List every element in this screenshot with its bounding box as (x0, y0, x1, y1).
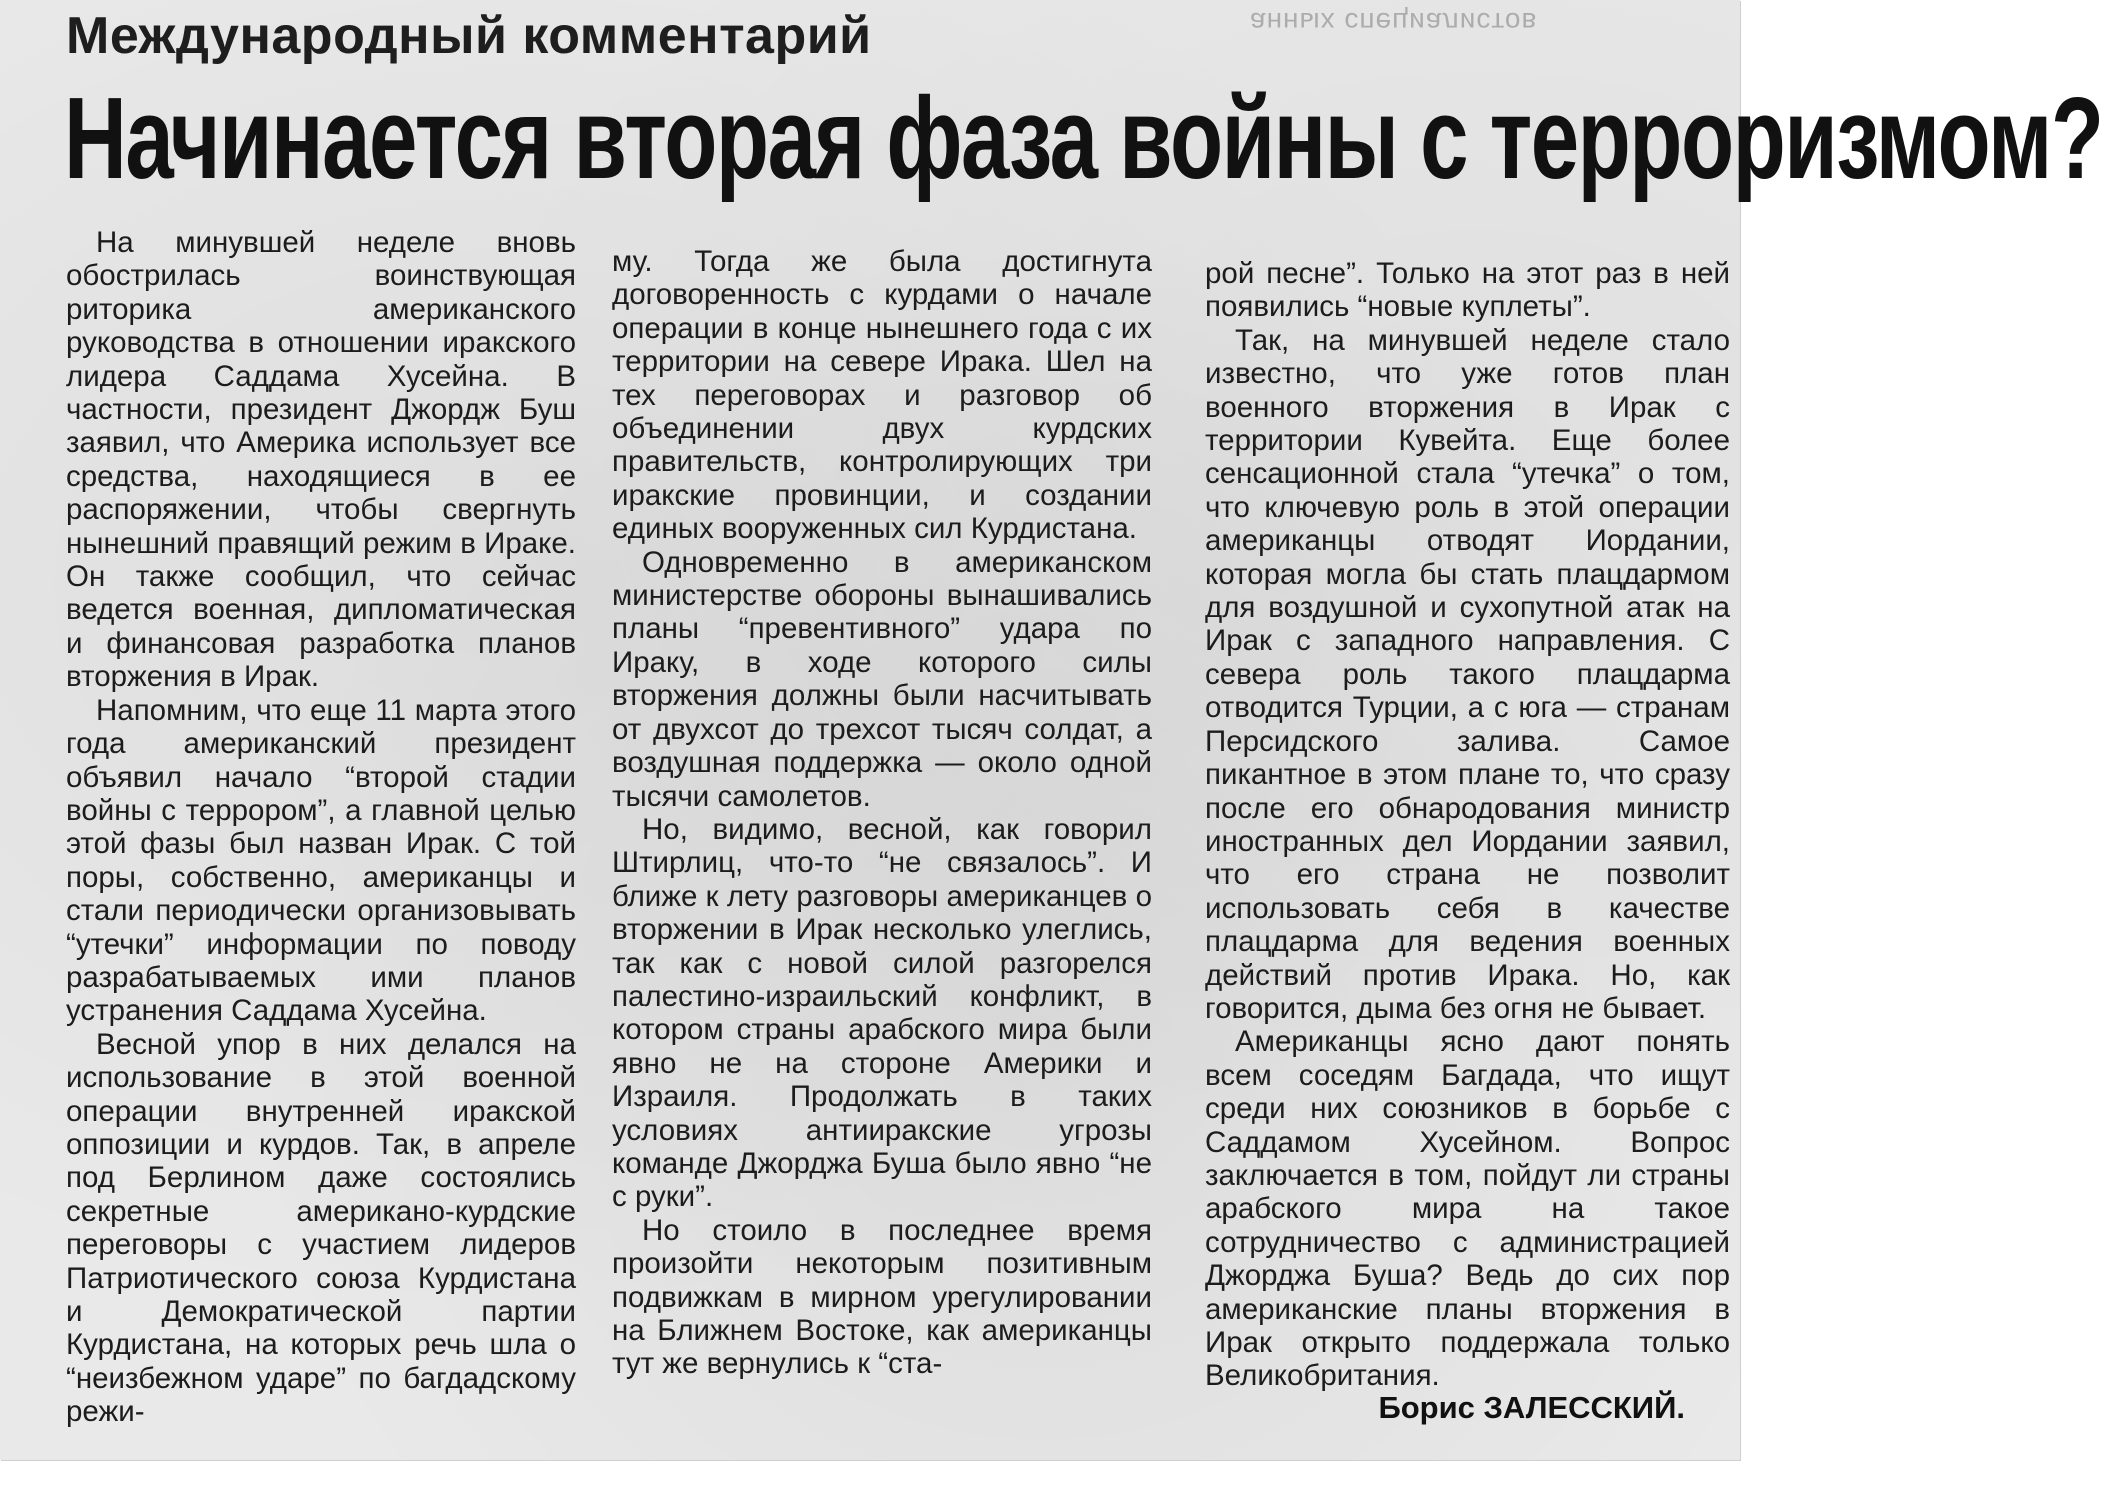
article-column-3 (1205, 257, 1730, 1393)
paragraph: Но стоило в последнее время произойти некоторым позитивным подвижкам в мирном урегулировании на Ближнем Востоке, как американцы тут же вернулись к “ста- (612, 1213, 1152, 1381)
paragraph: Одновременно в американском министерстве обороны вынашивались планы “превентивного” удара по Ираку, в ходе которого силы вторжения должны были насчитывать от двухсот до трехсот тысяч солдат, а воздушная поддержка — около одной тысячи самолетов. (612, 545, 1152, 813)
rubric: Международный комментарий (66, 7, 872, 65)
paragraph: му. Тогда же была достигнута договоренность с курдами о начале операции в конце нынешнего года с их территории на севере Ирака. Шел на тех переговорах и разговор об объединении двух курдских правительств, контролирующих три иракские провинции, и создании единых вооруженных сил Курдистана. (612, 245, 1152, 546)
paragraph: Так, на минувшей неделе стало известно, что уже готов план военного вторжения в Ирак с территории Кувейта. Еще более сенсационной стала “утечка” о том, что ключевую роль в этой операции американцы отводят Иордании, которая могла бы стать плацдармом для воздушной и сухопутной атак на Ирак с западного направления. С севера роль такого плацдарма отводится Турции, а с юга — странам Персидского залива. Самое пикантное в этом плане то, что сразу после его обнародования министр иностранных дел Иордании заявил, что его страна не позволит использовать себя в качестве плацдарма для ведения военных действий против Ирака. Но, как говорится, дыма без огня не бывает. (1205, 323, 1730, 1025)
paragraph: Американцы ясно дают понять всем соседям Багдада, что ищут среди них союзников в борьбе с Саддамом Хусейном. Вопрос заключается в том, пойдут ли страны арабского мира на такое сотрудничество с администрацией Джорджа Буша? Ведь до сих пор американские планы вторжения в Ирак открыто поддержала только Великобритания. (1205, 1025, 1730, 1393)
author-signature: Борис ЗАЛЕССКИЙ. (1378, 1390, 1685, 1425)
paragraph: Весной упор в них делался на использование в этой военной операции внутренней иракской оппозиции и курдов. Так, в апреле под Берлином даже состоялись секретные американо-курдские переговоры с участием лидеров Патриотического союза Курдистана и Демократической партии Курдистана, на которых речь шла о “неизбежном ударе” по багдадскому режи- (66, 1027, 576, 1429)
paragraph: Но, видимо, весной, как говорил Штирлиц, что-то “не связалось”. И ближе к лету разговоры американцев о вторжении в Ирак несколько улеглись, так как с новой силой разгорелся палестино-израильский конфликт, в котором страны арабского мира были явно не на стороне Америки и Израиля. Продолжать в таких условиях антииракские угрозы команде Джорджа Буша было явно “не с руки”. (612, 812, 1152, 1214)
paragraph: На минувшей неделе вновь обострилась воинствующая риторика американского руководства в отношении иракского лидера Саддама Хусейна. В частности, президент Джордж Буш заявил, что Америка использует все средства, находящиеся в ее распоряжении, чтобы свергнуть нынешний правящий режим в Ираке. Он также сообщил, что сейчас ведется военная, дипломатическая и финансовая разработка планов вторжения в Ирак. (66, 226, 576, 694)
headline: Начинается вторая фаза войны с терроризмом? (64, 73, 2103, 203)
paragraph: Напомним, что еще 11 марта этого года американский президент объявил начало “второй стадии войны с террором”, а главной целью этой фазы был назван Ирак. С той поры, собственно, американцы и стали периодически организовывать “утечки” информации по поводу разрабатываемых ими планов устранения Саддама Хусейна. (66, 693, 576, 1028)
paragraph: рой песне”. Только на этот раз в ней появились “новые куплеты”. (1205, 257, 1730, 324)
article-column-1 (66, 226, 576, 1429)
show-through-text: анных специалистов (1250, 7, 1538, 38)
article-column-2 (612, 245, 1152, 1381)
